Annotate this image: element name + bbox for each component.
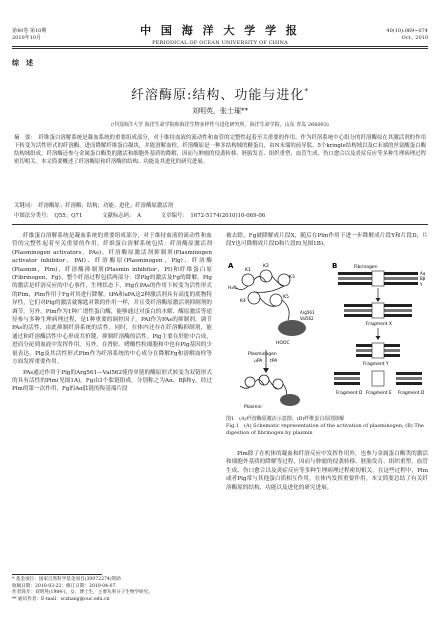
fragment-d-right	[396, 372, 422, 385]
fragment-x-label: Fragment X	[366, 322, 393, 327]
plasminogen-label: Plasminogen	[248, 352, 277, 357]
k5-label: K5	[283, 295, 289, 300]
plasmin-label: Plasmin	[244, 405, 262, 410]
kringle-k4	[248, 292, 260, 304]
tpa-label: tPA	[270, 359, 278, 364]
volume-issue: 第40卷 第10期	[12, 28, 47, 34]
kringle-domains	[236, 270, 290, 320]
body-left-column	[12, 232, 212, 396]
plasmin-structure	[240, 375, 287, 398]
fragment-y	[356, 343, 400, 358]
header-rule	[12, 46, 428, 47]
body-right-column	[226, 450, 428, 492]
title-text: 纤溶酶原:结构、功能与进化	[131, 88, 305, 103]
arg-site-label: Arg561	[300, 310, 315, 315]
issue-date-en: Oct., 2010	[401, 35, 428, 41]
chain-g-label: γ	[420, 281, 423, 286]
panel-a-label: A	[228, 262, 234, 270]
fibrinogen-label: Fibrinogen	[354, 265, 378, 270]
clc-number: 中图法分类号： Q55；Q71	[14, 213, 83, 219]
authors: 刘明英，张士璀**	[192, 107, 248, 115]
classification-line	[14, 212, 426, 220]
fragment-d-left	[334, 372, 360, 385]
figure-1	[226, 258, 428, 414]
body-right-intro: 被去除，Fg被降解成片段X，随后在Plm作用下进一步降解成片段Y和片段D，片段Y也可降解成片段D和片段E(见图1B)。	[226, 233, 428, 248]
k1-label: K1	[245, 268, 251, 273]
article-number: 文章编号： 1672-5174(2010)10-069-06	[160, 213, 266, 219]
paper-title	[60, 84, 380, 103]
footnotes	[12, 577, 212, 603]
polypeptide-chain	[236, 276, 289, 320]
section-label: 综 述	[12, 58, 33, 67]
chain-b-label: Bβ	[420, 276, 426, 281]
chain-a-label: Aα	[420, 271, 426, 276]
footnote-dates: 收稿日期：2010-03-22；修订日期：2010-04-07	[12, 583, 116, 589]
n-terminus-label: H₂N	[228, 286, 237, 291]
fragment-y-label: Fragment Y	[363, 362, 389, 367]
plasmin-protease-domain	[280, 394, 300, 406]
fibrinogen-molecule	[338, 271, 418, 286]
arrowhead	[376, 336, 381, 340]
c-terminus-label: HOOC	[276, 341, 290, 346]
affiliation: (中国海洋大学 海洋生命学院和海洋生物多样性与进化研究所，海洋生命学院，山东 青岛 266003)	[111, 122, 329, 128]
upa-label: uPA	[254, 359, 263, 364]
fragment-d-label: Fragment D	[336, 391, 363, 396]
footnote-author: 作者简介：刘明英(1984-)，女，博士生，主要从事分子生物学研究。	[12, 590, 153, 596]
kringle-k5	[270, 294, 282, 306]
document-code: 文献标志码： A	[102, 213, 142, 219]
abstract: 摘 要： 纤维蛋白溶解系统是凝血系统的重要组成部分，对于维持血液的流动性和血管的完整性起着至关重要的作用。作为纤溶系统中心组分的纤溶酶原在其激活剂的作用下转变为活性形式的纤溶酶，进而降解纤维蛋白凝块，并能溶解血栓。纤溶酶原是一种多结构域的糖蛋白，由N末端的前导肽、5个kringle结构域以及C末端的丝氨酸蛋白酶结构域组成。纤溶酶还参与金属蛋白酶类的激活和细胞外基质的降解，因而与肿瘤的侵袭转移、胚胎发育、组织重塑、血管生成、伤口愈合以及炎症反应等多种生理病理过程密切相关。本文简要概述了纤溶酶原和纤溶酶的结构、功能及其进化的研究进展。	[14, 135, 426, 165]
k3-label: K3	[289, 275, 295, 280]
journal-masthead	[120, 22, 320, 46]
page-code: 40(10):069~074	[386, 28, 428, 34]
arrowhead	[263, 368, 269, 373]
journal-volume	[12, 28, 46, 42]
k2-label: K2	[263, 264, 269, 269]
footnote-correspondence: ** 通讯作者：E-mail：sczhang@ouc.edu.cn	[12, 596, 110, 602]
keywords: 关键词： 纤溶酶原；纤溶酶；结构；功能；进化；纤溶酶原激活剂	[14, 203, 174, 209]
k4-label: K4	[240, 299, 246, 304]
val-site-label: Val562	[300, 316, 314, 321]
kringle-k1	[242, 274, 254, 286]
panel-b-label: B	[332, 262, 338, 270]
journal-name-cn: 中 国 海 洋 大 学 学 报	[140, 24, 300, 37]
title-footnote-mark: *	[304, 87, 309, 96]
issue-date-cn: 2010年10月	[12, 35, 42, 41]
abstract-rule	[12, 224, 428, 225]
fragment-e	[372, 371, 384, 386]
header-rule-secondary	[12, 48, 428, 49]
footnote-rule	[12, 574, 102, 575]
protease-domain	[278, 320, 306, 336]
fragment-d2-label: Fragment D	[398, 391, 425, 396]
fragment-x	[344, 303, 412, 318]
body-paragraph: Plm除了在机体的凝血和纤溶反应中发挥作用外，也参与金属蛋白酶类的激活和细胞外基质的降解等过程，因而与肿瘤的侵袭转移、胚胎发育、组织重塑、血管生成、伤口愈合以及炎症反应等多种生理病理过程密切相关。在这些过程中，Plm或者Plg常与其他蛋白质相互作用，在体内发挥重要作用。本文简要总结了有关纤溶酶原的结构、功能以及进化的研究进展。	[226, 451, 428, 491]
journal-name-en: PERIODICAL OF OCEAN UNIVERSITY OF CHINA	[152, 40, 288, 46]
arrowhead	[376, 298, 381, 302]
kringle-k2	[260, 270, 272, 282]
figure-1-diagram	[226, 258, 428, 414]
figure-caption: 图1 (A)纤溶酶原激活示意图；(B)纤维蛋白原的降解 Fig.1 (A) Schematic representation of the activation of plasminogen; (B) The digestion of fibrinogen by plasmin	[226, 416, 424, 436]
fragment-e-label: Fragment E	[366, 391, 392, 396]
journal-pages	[386, 28, 428, 42]
body-paragraph: PAs通过作用于Plg的Arg561—Val562使得单链的酶原形式转变为双链形式的具有活性的Plm(见图1A)。Fg由3个肽链组成，分别称之为Aα、Bβ和γ。经过Plm的第一次作用，Fg的Aα肽链的羧基端片段	[12, 369, 212, 393]
body-paragraph: 纤维蛋白溶解系统是凝血系统的重要组成部分，对于维持血液的流动性和血管的完整性起着至关重要的作用。纤维蛋白溶解系统包括：纤溶酶原激活剂(Plasminogen activators，PAs)、纤溶酶原激活剂抑制剂(Plasminogen activator inhibitor，PAI)、纤溶酶原(Plasminogen，Plg)、纤溶酶(Plasmin，Plm)、纤溶酶抑制剂(Plasmin inhibitor，PI)和纤维蛋白原(Fibrinogen，Fg)。整个纤溶过程包括两部分：即Plg的激活及Fg的降解。Plg的激活是纤溶反应的中心事件，生理状态下，Plg在PAs的作用下转变为活性形式的Plm，Plm作用于Fg对其进行降解。tPA和uPA这2种激活剂具有高度的底物特异性，它们对Plg的激活就像匙对锁的作用一样，并且受纤溶酶原激活剂抑制剂的调节。另外，Plm作为1种广谱性蛋白酶，能够通过对蛋白的水解、酶原激活等途径参与多种生理病理过程，是1种重要的调控因子。PAI作为PAs的抑制剂，调节PAs的活性，由此抑制纤溶系统的活性。同时，在体内还存在纤溶酶抑制剂，能通过和纤溶酶活性中心形成共价键，抑制纤溶酶的活性。Plg主要在肝脏中合成，进而分泌到血液中发挥作用。另外，在肾脏、嗜酸性粒细胞和中也有Plg基因的少量表达。Plg及其活性形式Plm作为纤溶系统的中心成分在降解Fg和溶解血栓等方面发挥重要作用。	[12, 233, 212, 366]
footnote-funding: * 基金项目：国家自然科学基金项目(30972274)资助	[12, 577, 121, 582]
